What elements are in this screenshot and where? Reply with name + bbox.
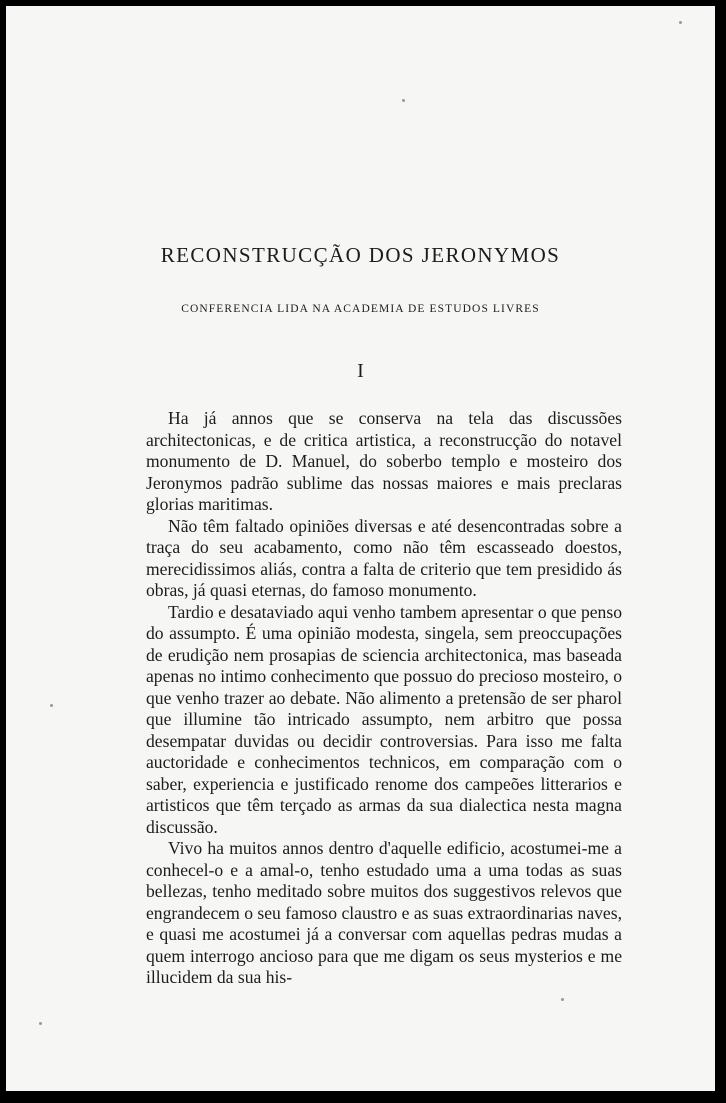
section-numeral: I (357, 360, 364, 382)
paragraph-2: Não têm faltado opiniões diversas e até desencontradas sobre a traça do seu acabamento, como não têm escasseado doestos, merecidissimos aliás, contra a falta de criterio que tem presidido ás obras, já quasi eternas, do famoso monumento. (146, 515, 622, 600)
paragraph-1: Ha já annos que se conserva na tela das discussões architectonicas, e de critica artistica, a reconstrucção do notavel monumento de D. Manuel, do soberbo templo e mosteiro dos Jeronymos padrão sublime das nossas maiores e mais preclaras glorias maritimas. (146, 408, 622, 514)
paper-speck (50, 704, 53, 707)
paragraph-4: Vivo ha muitos annos dentro d'aquelle edificio, acostumei-me a conhecel-o e a amal-o, tenho estudado uma a uma todas as suas bellezas, tenho meditado sobre muitos dos suggestivos relevos que engrandecem o seu famoso claustro e as suas extraordinarias naves, e quasi me acostumei já a conversar com aquellas pedras mudas a quem interrogo ancioso para que me digam os seus mysterios e me illucidem da sua his- (146, 838, 622, 987)
paper-speck (561, 998, 564, 1001)
document-title: RECONSTRUCÇÃO DOS JERONYMOS (160, 243, 561, 267)
paper-speck (39, 1022, 42, 1025)
paper-speck (402, 99, 405, 102)
paper-speck (679, 21, 682, 24)
document-subtitle: CONFERENCIA LIDA NA ACADEMIA DE ESTUDOS LIVRES (181, 303, 540, 315)
body-text (146, 408, 622, 989)
scanned-page (6, 6, 715, 1091)
paragraph-3: Tardio e desataviado aqui venho tambem apresentar o que penso do assumpto. É uma opinião modesta, singela, sem preoccupações de erudição nem prosapias de sciencia architectonica, mas baseada apenas no intimo conhecimento que possuo do precioso mosteiro, o que venho trazer ao debate. Não alimento a pretensão de ser pharol que illumine tão intricado assumpto, nem arbitro que possa desempatar duvidas ou decidir controversias. Para isso me falta auctoridade e conhecimentos technicos, em comparação com o saber, experiencia e justificado renome dos campeões litterarios e artisticos que têm terçado as armas da sua dialectica nesta magna discussão. (146, 601, 622, 837)
